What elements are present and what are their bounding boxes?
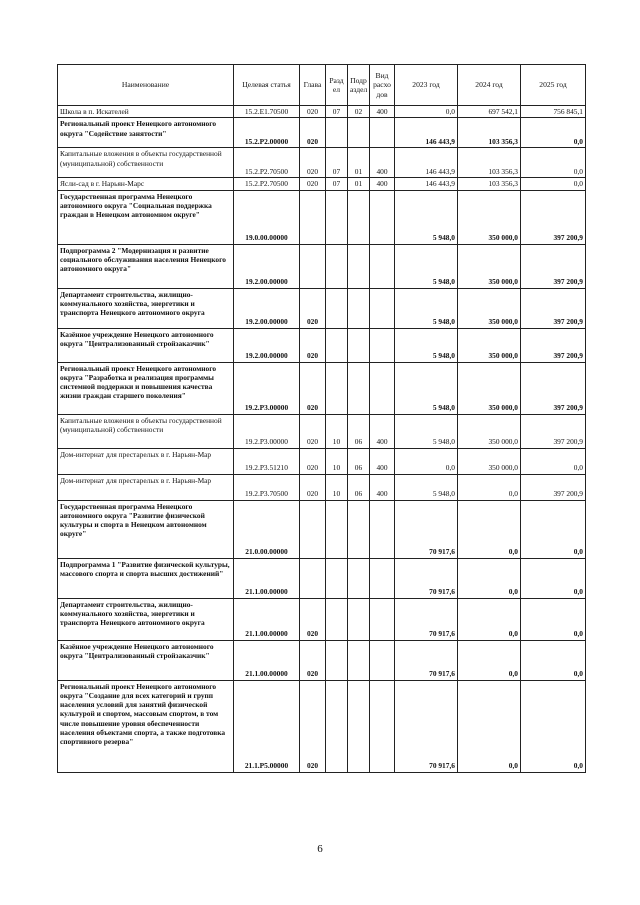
cell-chapter: 020 xyxy=(300,474,326,500)
cell-2025: 0,0 xyxy=(521,598,586,640)
cell-2025: 0,0 xyxy=(521,448,586,474)
cell-name: Казённое учреждение Ненецкого автономного округа "Централизованный стройзаказчик" xyxy=(58,328,234,362)
cell-name: Капитальные вложения в объекты государственной (муниципальной) собственности xyxy=(58,414,234,448)
cell-expense-type xyxy=(370,244,395,288)
cell-target-article: 19.2.P3.00000 xyxy=(234,414,300,448)
cell-subsection xyxy=(348,500,370,558)
cell-2023: 146 443,9 xyxy=(395,118,458,148)
table-row xyxy=(58,178,586,190)
cell-name: Ясли-сад в г. Нарьян-Марс xyxy=(58,178,234,190)
cell-2023: 5 948,0 xyxy=(395,362,458,414)
cell-2023: 70 917,6 xyxy=(395,640,458,680)
cell-2025: 397 200,9 xyxy=(521,288,586,328)
cell-2023: 0,0 xyxy=(395,106,458,118)
cell-chapter: 020 xyxy=(300,362,326,414)
header-year-2023: 2023 год xyxy=(395,65,458,106)
cell-name: Государственная программа Ненецкого автономного округа "Развитие физической культуры и спорта в Ненецком автономном округе" xyxy=(58,500,234,558)
cell-2023: 5 948,0 xyxy=(395,244,458,288)
cell-expense-type xyxy=(370,190,395,244)
cell-2023: 70 917,6 xyxy=(395,558,458,598)
cell-expense-type xyxy=(370,118,395,148)
header-year-2025: 2025 год xyxy=(521,65,586,106)
table-row xyxy=(58,148,586,178)
cell-section xyxy=(326,190,348,244)
cell-section xyxy=(326,680,348,772)
table-row xyxy=(58,474,586,500)
table-row xyxy=(58,362,586,414)
cell-2024: 350 000,0 xyxy=(458,244,521,288)
cell-chapter: 020 xyxy=(300,148,326,178)
cell-2023: 0,0 xyxy=(395,448,458,474)
table-row xyxy=(58,500,586,558)
cell-2025: 0,0 xyxy=(521,118,586,148)
cell-chapter: 020 xyxy=(300,448,326,474)
cell-2024: 0,0 xyxy=(458,500,521,558)
cell-subsection xyxy=(348,598,370,640)
cell-name: Региональный проект Ненецкого автономного округа "Содействие занятости" xyxy=(58,118,234,148)
cell-target-article: 15.2.P2.70500 xyxy=(234,178,300,190)
cell-section xyxy=(326,118,348,148)
cell-2025: 756 845,1 xyxy=(521,106,586,118)
cell-chapter: 020 xyxy=(300,178,326,190)
cell-subsection: 06 xyxy=(348,414,370,448)
cell-name: Подпрограмма 1 "Развитие физической культуры, массового спорта и спорта высших достижений" xyxy=(58,558,234,598)
cell-2023: 5 948,0 xyxy=(395,414,458,448)
cell-target-article: 21.1.00.00000 xyxy=(234,598,300,640)
cell-expense-type: 400 xyxy=(370,106,395,118)
cell-name: Региональный проект Ненецкого автономного округа "Разработка и реализация программы системной поддержки и повышения качества жизни граждан старшего поколения" xyxy=(58,362,234,414)
cell-2025: 0,0 xyxy=(521,680,586,772)
table-row xyxy=(58,640,586,680)
cell-chapter xyxy=(300,500,326,558)
cell-section: 07 xyxy=(326,178,348,190)
cell-subsection xyxy=(348,362,370,414)
cell-2025: 397 200,9 xyxy=(521,362,586,414)
cell-2024: 350 000,0 xyxy=(458,414,521,448)
cell-expense-type xyxy=(370,598,395,640)
cell-2024: 0,0 xyxy=(458,598,521,640)
cell-2023: 70 917,6 xyxy=(395,500,458,558)
header-section: Разд ел xyxy=(326,65,348,106)
cell-name: Дом-интернат для престарелых в г. Нарьян-Мар xyxy=(58,474,234,500)
cell-target-article: 19.0.00.00000 xyxy=(234,190,300,244)
cell-subsection xyxy=(348,558,370,598)
cell-2023: 146 443,9 xyxy=(395,178,458,190)
cell-chapter xyxy=(300,190,326,244)
cell-2024: 350 000,0 xyxy=(458,288,521,328)
cell-expense-type: 400 xyxy=(370,448,395,474)
header-chapter: Глава xyxy=(300,65,326,106)
cell-name: Школа в п. Искателей xyxy=(58,106,234,118)
cell-chapter: 020 xyxy=(300,640,326,680)
cell-chapter xyxy=(300,244,326,288)
cell-2023: 5 948,0 xyxy=(395,474,458,500)
cell-expense-type xyxy=(370,640,395,680)
cell-target-article: 19.2.P3.51210 xyxy=(234,448,300,474)
cell-2024: 350 000,0 xyxy=(458,448,521,474)
cell-2024: 350 000,0 xyxy=(458,328,521,362)
cell-chapter: 020 xyxy=(300,118,326,148)
cell-expense-type xyxy=(370,558,395,598)
cell-2025: 0,0 xyxy=(521,558,586,598)
cell-section: 10 xyxy=(326,474,348,500)
cell-name: Департамент строительства, жилищно-коммунального хозяйства, энергетики и транспорта Ненецкого автономного округа xyxy=(58,598,234,640)
header-target-article: Целевая статья xyxy=(234,65,300,106)
table-row xyxy=(58,118,586,148)
cell-name: Казённое учреждение Ненецкого автономного округа "Централизованный стройзаказчик" xyxy=(58,640,234,680)
table-row xyxy=(58,680,586,772)
cell-name: Подпрограмма 2 "Модернизация и развитие социального обслуживания населения Ненецкого автономного округа" xyxy=(58,244,234,288)
header-expense-type: Вид расхо дов xyxy=(370,65,395,106)
cell-expense-type: 400 xyxy=(370,178,395,190)
table-row xyxy=(58,558,586,598)
cell-subsection xyxy=(348,640,370,680)
cell-2025: 0,0 xyxy=(521,640,586,680)
cell-expense-type xyxy=(370,288,395,328)
cell-section xyxy=(326,500,348,558)
cell-target-article: 15.2.P2.00000 xyxy=(234,118,300,148)
cell-section xyxy=(326,362,348,414)
cell-2024: 0,0 xyxy=(458,558,521,598)
cell-chapter: 020 xyxy=(300,328,326,362)
cell-section xyxy=(326,288,348,328)
cell-expense-type: 400 xyxy=(370,414,395,448)
cell-section: 07 xyxy=(326,106,348,118)
cell-target-article: 21.1.00.00000 xyxy=(234,558,300,598)
cell-subsection xyxy=(348,190,370,244)
cell-2024: 0,0 xyxy=(458,680,521,772)
table-row xyxy=(58,414,586,448)
cell-2025: 397 200,9 xyxy=(521,414,586,448)
cell-2024: 350 000,0 xyxy=(458,362,521,414)
cell-2023: 5 948,0 xyxy=(395,328,458,362)
cell-expense-type xyxy=(370,500,395,558)
cell-subsection xyxy=(348,680,370,772)
cell-target-article: 21.0.00.00000 xyxy=(234,500,300,558)
cell-target-article: 15.2.Е1.70500 xyxy=(234,106,300,118)
cell-target-article: 15.2.P2.70500 xyxy=(234,148,300,178)
cell-section xyxy=(326,640,348,680)
cell-2024: 103 356,3 xyxy=(458,148,521,178)
cell-2025: 0,0 xyxy=(521,500,586,558)
cell-target-article: 19.2.P3.00000 xyxy=(234,362,300,414)
cell-2023: 70 917,6 xyxy=(395,680,458,772)
cell-subsection xyxy=(348,118,370,148)
cell-target-article: 19.2.00.00000 xyxy=(234,244,300,288)
cell-2025: 397 200,9 xyxy=(521,190,586,244)
cell-target-article: 19.2.00.00000 xyxy=(234,328,300,362)
cell-2024: 0,0 xyxy=(458,640,521,680)
cell-section: 10 xyxy=(326,448,348,474)
cell-section: 07 xyxy=(326,148,348,178)
cell-subsection: 06 xyxy=(348,448,370,474)
cell-chapter: 020 xyxy=(300,598,326,640)
cell-name: Капитальные вложения в объекты государственной (муниципальной) собственности xyxy=(58,148,234,178)
cell-chapter: 020 xyxy=(300,288,326,328)
cell-2023: 5 948,0 xyxy=(395,190,458,244)
header-name: Наименование xyxy=(58,65,234,106)
table-row xyxy=(58,598,586,640)
cell-subsection: 01 xyxy=(348,148,370,178)
cell-section xyxy=(326,558,348,598)
cell-expense-type xyxy=(370,328,395,362)
table-row xyxy=(58,244,586,288)
cell-2025: 397 200,9 xyxy=(521,244,586,288)
table-header-row xyxy=(58,65,586,106)
cell-subsection: 06 xyxy=(348,474,370,500)
cell-2024: 103 356,3 xyxy=(458,118,521,148)
cell-section xyxy=(326,598,348,640)
table-row xyxy=(58,448,586,474)
table-row xyxy=(58,328,586,362)
cell-2025: 0,0 xyxy=(521,148,586,178)
cell-2024: 0,0 xyxy=(458,474,521,500)
cell-2025: 0,0 xyxy=(521,178,586,190)
cell-name: Департамент строительства, жилищно-коммунального хозяйства, энергетики и транспорта Ненецкого автономного округа xyxy=(58,288,234,328)
cell-name: Дом-интернат для престарелых в г. Нарьян-Мар xyxy=(58,448,234,474)
cell-section: 10 xyxy=(326,414,348,448)
cell-subsection: 02 xyxy=(348,106,370,118)
cell-2025: 397 200,9 xyxy=(521,474,586,500)
cell-expense-type xyxy=(370,362,395,414)
cell-target-article: 21.1.00.00000 xyxy=(234,640,300,680)
cell-2023: 146 443,9 xyxy=(395,148,458,178)
cell-2025: 397 200,9 xyxy=(521,328,586,362)
cell-subsection xyxy=(348,288,370,328)
cell-2023: 70 917,6 xyxy=(395,598,458,640)
table-row xyxy=(58,190,586,244)
cell-name: Региональный проект Ненецкого автономного округа "Создание для всех категорий и групп населения условий для занятий физической культурой и спортом, массовым спортом, в том числе повышение уровня обеспеченности населения объектами спорта, а также подготовка спортивного резерва" xyxy=(58,680,234,772)
cell-2024: 103 356,3 xyxy=(458,178,521,190)
budget-table xyxy=(57,64,586,773)
cell-2023: 5 948,0 xyxy=(395,288,458,328)
cell-2024: 697 542,1 xyxy=(458,106,521,118)
cell-chapter xyxy=(300,558,326,598)
cell-subsection xyxy=(348,328,370,362)
cell-section xyxy=(326,328,348,362)
cell-chapter: 020 xyxy=(300,680,326,772)
cell-subsection: 01 xyxy=(348,178,370,190)
cell-target-article: 19.2.P3.70500 xyxy=(234,474,300,500)
header-year-2024: 2024 год xyxy=(458,65,521,106)
cell-name: Государственная программа Ненецкого автономного округа "Социальная поддержка граждан в Ненецком автономном округе" xyxy=(58,190,234,244)
cell-expense-type: 400 xyxy=(370,474,395,500)
page-number: 6 xyxy=(317,843,323,855)
header-subsection: Подр аздел xyxy=(348,65,370,106)
cell-2024: 350 000,0 xyxy=(458,190,521,244)
cell-chapter: 020 xyxy=(300,106,326,118)
cell-subsection xyxy=(348,244,370,288)
cell-target-article: 19.2.00.00000 xyxy=(234,288,300,328)
cell-expense-type xyxy=(370,680,395,772)
cell-chapter: 020 xyxy=(300,414,326,448)
table-row xyxy=(58,106,586,118)
cell-expense-type: 400 xyxy=(370,148,395,178)
cell-section xyxy=(326,244,348,288)
table-row xyxy=(58,288,586,328)
cell-target-article: 21.1.P5.00000 xyxy=(234,680,300,772)
